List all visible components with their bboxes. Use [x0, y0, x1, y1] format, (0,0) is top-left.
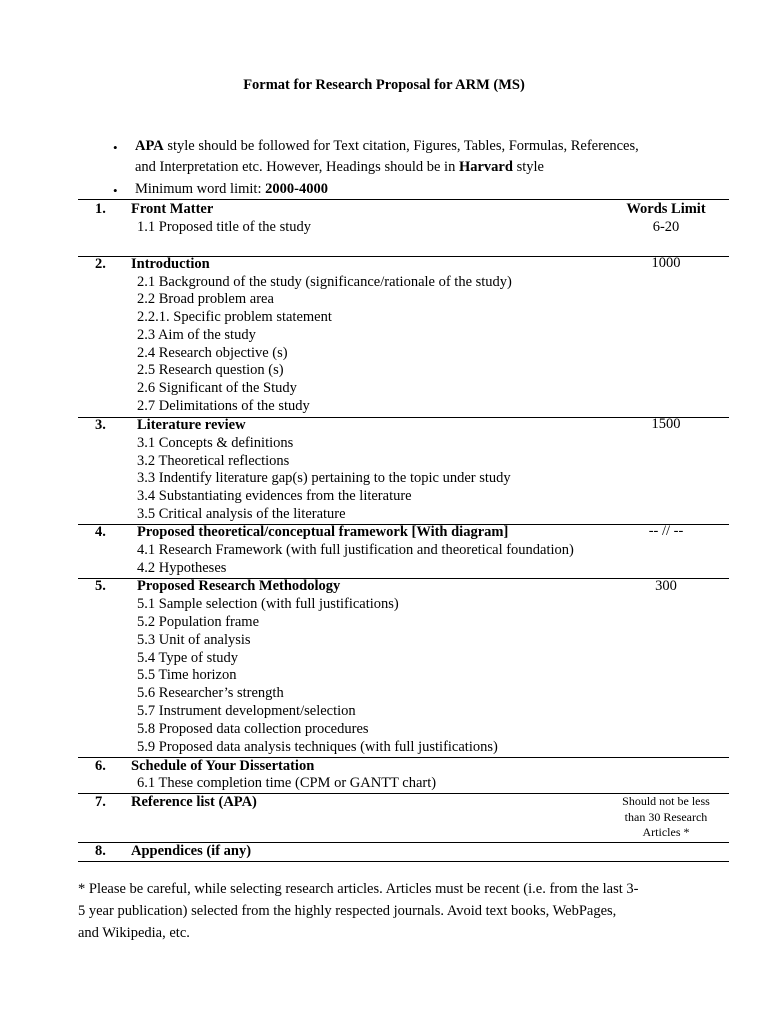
bullet-apa-line2 — [135, 159, 544, 176]
section-number: 6. — [95, 758, 106, 774]
list-item: 3.4 Substantiating evidences from the literature — [137, 488, 412, 504]
footnote-line: 5 year publication) selected from the highly respected journals. Avoid text books, WebPages, — [78, 903, 617, 919]
list-item: 4.2 Hypotheses — [137, 560, 227, 576]
word-limit-value: -- // -- — [648, 523, 684, 539]
apa-bold: APA — [135, 138, 164, 154]
section-number: 3. — [95, 417, 106, 433]
list-item: 2.6 Significant of the Study — [137, 380, 297, 396]
bullet-icon: • — [113, 183, 118, 198]
table-rule — [78, 199, 729, 200]
list-item: 4.1 Research Framework (with full justification and theoretical foundation) — [137, 542, 574, 558]
word-limit-note-line: Should not be less — [622, 794, 710, 808]
section-number: 4. — [95, 524, 106, 540]
word-limit-pre: Minimum word limit: — [135, 181, 266, 197]
list-item: 3.3 Indentify literature gap(s) pertaining to the topic under study — [137, 470, 511, 486]
list-item: 5.1 Sample selection (with full justifications) — [137, 596, 399, 612]
list-item: 5.7 Instrument development/selection — [137, 703, 356, 719]
word-limit-value: 300 — [655, 578, 677, 594]
list-item: 5.8 Proposed data collection procedures — [137, 721, 369, 737]
section-heading: Reference list (APA) — [131, 794, 257, 810]
list-item: 3.1 Concepts & definitions — [137, 435, 294, 451]
list-item: 6.1 These completion time (CPM or GANTT chart) — [137, 775, 437, 791]
list-item: 1.1 Proposed title of the study — [137, 219, 311, 235]
bullet-icon: • — [113, 140, 118, 155]
list-item: 2.4 Research objective (s) — [137, 345, 288, 361]
table-rule — [78, 861, 729, 862]
section-heading: Schedule of Your Dissertation — [131, 758, 315, 774]
word-limit-bold: 2000-4000 — [265, 181, 328, 197]
section-heading: Proposed Research Methodology — [137, 578, 341, 594]
list-item: 2.1 Background of the study (significance/rationale of the study) — [137, 274, 512, 290]
footnote-line: * Please be careful, while selecting research articles. Articles must be recent (i.e. from the last 3- — [78, 881, 639, 897]
section-number: 2. — [95, 256, 106, 272]
list-item: 2.2 Broad problem area — [137, 291, 274, 307]
word-limit-note-line: Articles * — [642, 825, 690, 839]
words-limit-header: Words Limit — [626, 201, 706, 217]
section-heading: Introduction — [131, 256, 210, 272]
bullet-word-limit — [135, 181, 328, 198]
list-item: 5.2 Population frame — [137, 614, 260, 630]
list-item: 3.2 Theoretical reflections — [137, 453, 290, 469]
section-number: 1. — [95, 201, 106, 217]
list-item: 5.3 Unit of analysis — [137, 632, 251, 648]
section-number: 7. — [95, 794, 106, 810]
list-item: 2.7 Delimitations of the study — [137, 398, 310, 414]
section-heading: Appendices (if any) — [131, 843, 252, 859]
word-limit-value: 6-20 — [652, 219, 680, 235]
word-limit-note — [606, 794, 726, 841]
list-item: 5.6 Researcher’s strength — [137, 685, 284, 701]
list-item: 5.4 Type of study — [137, 650, 239, 666]
apa-line2-post: style — [512, 159, 544, 175]
word-limit-value: 1500 — [651, 416, 681, 432]
list-item: 5.5 Time horizon — [137, 667, 237, 683]
list-item: 3.5 Critical analysis of the literature — [137, 506, 346, 522]
list-item: 2.3 Aim of the study — [137, 327, 256, 343]
apa-line2-pre: and Interpretation etc. However, Headings should be in — [135, 159, 459, 175]
section-heading: Literature review — [137, 417, 246, 433]
section-number: 5. — [95, 578, 106, 594]
apa-rest: style should be followed for Text citation, Figures, Tables, Formulas, References, — [163, 138, 639, 154]
list-item: 2.2.1. Specific problem statement — [137, 309, 332, 325]
word-limit-value: 1000 — [651, 255, 681, 271]
bullet-apa-line1 — [135, 138, 639, 155]
list-item: 2.5 Research question (s) — [137, 362, 284, 378]
section-heading: Front Matter — [131, 201, 214, 217]
section-number: 8. — [95, 843, 106, 859]
harvard-bold: Harvard — [458, 159, 513, 175]
section-heading: Proposed theoretical/conceptual framework [With diagram] — [137, 524, 509, 540]
page-title: Format for Research Proposal for ARM (MS) — [243, 77, 525, 93]
word-limit-note-line: than 30 Research — [624, 809, 708, 824]
footnote-line: and Wikipedia, etc. — [78, 925, 190, 941]
list-item: 5.9 Proposed data analysis techniques (with full justifications) — [137, 739, 498, 755]
